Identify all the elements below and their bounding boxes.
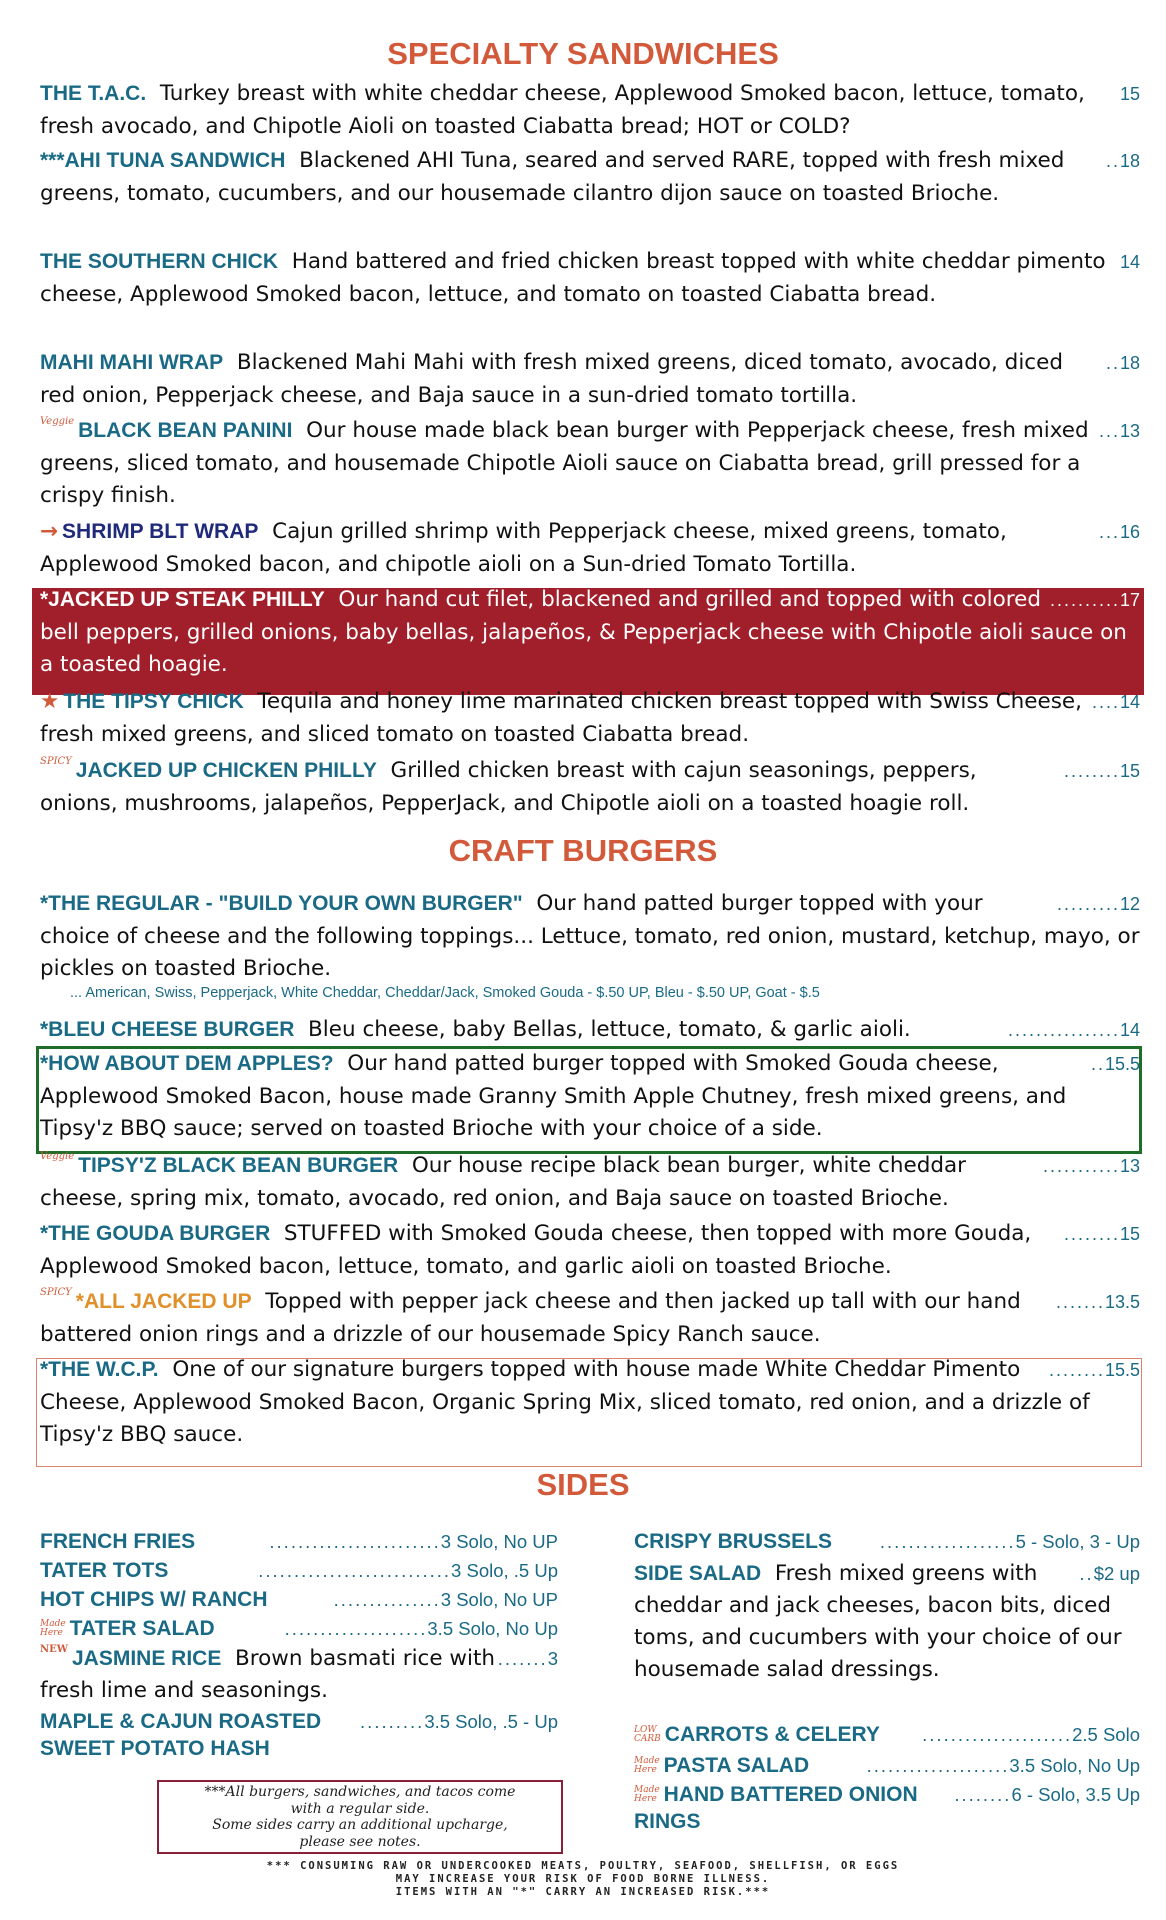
note-line: with a regular side. <box>290 1800 430 1817</box>
side-item-side-salad <box>634 1558 1140 1686</box>
spicy-tag: SPICY <box>40 756 72 767</box>
note-line: please see notes. <box>299 1833 421 1850</box>
item-description: Cajun grilled shrimp with Pepperjack cheese, mixed greens, tomato, Applewood Smoked bacon, and chipotle aioli on a Sun-dried Tomato Tortilla. <box>40 519 1007 577</box>
item-description: Bleu cheese, baby Bellas, lettuce, tomato, & garlic aioli. <box>308 1017 911 1042</box>
side-name-line2: SWEET POTATO HASH <box>40 1737 270 1760</box>
side-description: Brown basmati rice with fresh lime and seasonings. <box>40 1646 496 1703</box>
item-name: BLACK BEAN PANINI <box>78 419 293 442</box>
menu-item-shrimp-blt-wrap <box>40 516 1140 581</box>
item-price: ..18 <box>1105 353 1140 373</box>
side-price: ........6 - Solo, 3.5 Up <box>954 1784 1140 1805</box>
side-price: ...................5 - Solo, 3 - Up <box>879 1531 1140 1552</box>
menu-item-all-jacked-up <box>40 1286 1140 1351</box>
side-item-french-fries <box>40 1526 558 1558</box>
section-title-sides: SIDES <box>536 1467 630 1502</box>
footnote-line: *** CONSUMING RAW OR UNDERCOOKED MEATS, POULTRY, SEAFOOD, SHELLFISH, OR EGGS <box>266 1860 900 1872</box>
side-item-tater-salad <box>40 1613 558 1645</box>
item-name: *BLEU CHEESE BURGER <box>40 1018 295 1041</box>
cheese-options-note: ... American, Swiss, Pepperjack, White Cheddar, Cheddar/Jack, Smoked Gouda - $.50 UP, Bleu - $.50 UP, Goat - $.5 <box>70 985 820 1001</box>
note-line: ***All burgers, sandwiches, and tacos come <box>204 1784 516 1800</box>
side-price: ...............3 Solo, No UP <box>333 1589 558 1610</box>
item-price: ........15 <box>1063 761 1140 781</box>
menu-item-gouda-burger <box>40 1218 1140 1283</box>
item-description: Topped with pepper jack cheese and then jacked up tall with our hand battered onion rings and a drizzle of our housemade Spicy Ranch sauce. <box>40 1289 1021 1347</box>
side-price: ....................3.5 Solo, No Up <box>866 1755 1140 1776</box>
new-tag: NEW <box>40 1644 68 1655</box>
item-description: Tequila and honey lime marinated chicken breast topped with Swiss Cheese, fresh mixed greens, and sliced tomato on toasted Ciabatta bread. <box>40 689 1082 747</box>
item-description: Our hand patted burger topped with your choice of cheese and the following toppings... Lettuce, tomato, red onion, mustard, ketchup, mayo, or pickles on toasted Brioche. <box>40 891 1140 981</box>
item-price: ...........13 <box>1042 1156 1140 1176</box>
item-description: Our house recipe black bean burger, white cheddar cheese, spring mix, tomato, avocado, red onion, and Baja sauce on toasted Brioche. <box>40 1153 967 1211</box>
item-name: SHRIMP BLT WRAP <box>62 520 259 543</box>
side-item-tater-tots <box>40 1555 558 1587</box>
item-price: 15 <box>1119 84 1140 104</box>
side-name: HOT CHIPS W/ RANCH <box>40 1588 268 1611</box>
side-price: ....................3.5 Solo, No Up <box>284 1618 558 1639</box>
footnote-line: ITEMS WITH AN "*" CARRY AN INCREASED RISK.*** <box>395 1886 771 1898</box>
note-line: Some sides carry an additional upcharge, <box>212 1817 508 1833</box>
item-name: *THE W.C.P. <box>40 1358 159 1381</box>
side-item-crispy-brussels <box>634 1526 1140 1558</box>
menu-item-the-wcp <box>40 1354 1140 1452</box>
section-title-burgers: CRAFT BURGERS <box>448 833 718 868</box>
side-name: SIDE SALAD <box>634 1562 762 1585</box>
side-name: TATER SALAD <box>69 1617 215 1640</box>
item-description: One of our signature burgers topped with house made White Cheddar Pimento Cheese, Applewood Smoked Bacon, Organic Spring Mix, sliced tomato, red onion, and a drizzle of Tipsy'z BBQ sauce. <box>40 1357 1090 1447</box>
menu-item-black-bean-panini <box>40 415 1140 513</box>
side-item-onion-rings <box>634 1781 1140 1835</box>
item-description: Grilled chicken breast with cajun seasonings, peppers, onions, mushrooms, jalapeños, PepperJack, and Chipotle aioli on a toasted hoagie roll. <box>40 758 977 816</box>
side-item-jasmine-rice <box>40 1643 558 1707</box>
item-description: Blackened AHI Tuna, seared and served RARE, topped with fresh mixed greens, tomato, cucumbers, and our housemade cilantro dijon sauce on toasted Brioche. <box>40 148 1065 206</box>
side-item-sweet-potato-hash <box>40 1708 558 1762</box>
side-price: ........................3 Solo, No UP <box>269 1531 558 1552</box>
menu-item-tipsy-chick <box>40 686 1140 751</box>
side-name: CRISPY BRUSSELS <box>634 1530 832 1553</box>
side-name: MAPLE & CAJUN ROASTED <box>40 1710 322 1733</box>
menu-item-how-about-dem-apples <box>40 1048 1140 1146</box>
menu-item-bleu-cheese-burger <box>40 1014 1140 1047</box>
item-name: ***AHI TUNA SANDWICH <box>40 149 286 172</box>
item-description: STUFFED with Smoked Gouda cheese, then topped with more Gouda, Applewood Smoked bacon, lettuce, tomato, and garlic aioli on toasted Brioche. <box>40 1221 1032 1279</box>
menu-item-mahi-mahi-wrap <box>40 347 1140 412</box>
menu-item-ahi-tuna <box>40 145 1140 210</box>
made-here-tag: Made Here <box>40 1619 66 1638</box>
side-name: CARROTS & CELERY <box>664 1723 880 1746</box>
side-price: ..$2 up <box>1079 1563 1140 1584</box>
side-price: .......3 <box>497 1648 558 1669</box>
side-item-pasta-salad <box>634 1750 1140 1782</box>
item-name: MAHI MAHI WRAP <box>40 351 224 374</box>
menu-item-southern-chick <box>40 246 1140 311</box>
veggie-tag: Veggie <box>40 1151 75 1162</box>
footnote-line: MAY INCREASE YOUR RISK OF FOOD BORNE ILLNESS. <box>395 1873 771 1885</box>
side-item-hot-chips <box>40 1584 558 1616</box>
item-price: ..18 <box>1105 151 1140 171</box>
side-name: FRENCH FRIES <box>40 1530 196 1553</box>
item-price: ..15.5 <box>1090 1054 1140 1074</box>
low-carb-tag: LOW CARB <box>634 1725 661 1744</box>
item-price: ...13 <box>1098 421 1140 441</box>
side-name: TATER TOTS <box>40 1559 169 1582</box>
side-note-box <box>157 1780 563 1854</box>
item-name: TIPSY'Z BLACK BEAN BURGER <box>78 1154 399 1177</box>
health-warning-footnote <box>0 1860 1166 1899</box>
item-price: ........15.5 <box>1048 1360 1140 1380</box>
menu-item-tipsyz-black-bean-burger <box>40 1150 1140 1215</box>
side-name: HAND BATTERED ONION <box>663 1783 918 1806</box>
veggie-tag: Veggie <box>40 416 75 427</box>
item-name: *THE REGULAR - "BUILD YOUR OWN BURGER" <box>40 892 523 915</box>
side-name: JASMINE RICE <box>72 1647 222 1670</box>
side-item-carrots-celery <box>634 1719 1140 1751</box>
item-name: *HOW ABOUT DEM APPLES? <box>40 1052 334 1075</box>
side-price: ...........................3 Solo, .5 Up <box>258 1560 558 1581</box>
item-name: THE SOUTHERN CHICK <box>40 250 279 273</box>
item-description: Our hand patted burger topped with Smoked Gouda cheese, Applewood Smoked Bacon, house made Granny Smith Apple Chutney, fresh mixed greens, and Tipsy'z BBQ sauce; served on toasted Brioche with your choice of a side. <box>40 1051 1067 1141</box>
item-name: JACKED UP CHICKEN PHILLY <box>75 759 377 782</box>
item-description: Blackened Mahi Mahi with fresh mixed greens, diced tomato, avocado, diced red onion, Pepperjack cheese, and Baja sauce in a sun-dried tomato tortilla. <box>40 350 1063 408</box>
side-price: .........3.5 Solo, .5 - Up <box>360 1711 558 1732</box>
item-price: .........12 <box>1056 894 1140 914</box>
side-name-line2: RINGS <box>634 1810 701 1833</box>
arrow-icon: → <box>40 519 59 544</box>
side-name: PASTA SALAD <box>663 1754 810 1777</box>
menu-item-tac <box>40 78 1140 143</box>
item-price: ........15 <box>1063 1224 1140 1244</box>
item-price: .......13.5 <box>1055 1292 1140 1312</box>
item-description: Hand battered and fried chicken breast topped with white cheddar pimento cheese, Applewood Smoked bacon, lettuce, and tomato on toasted Ciabatta bread. <box>40 249 1106 307</box>
side-price: .....................2.5 Solo <box>922 1724 1140 1745</box>
star-icon: ★ <box>40 689 60 714</box>
item-name: THE TIPSY CHICK <box>63 690 244 713</box>
item-description: Our hand cut filet, blackened and grilled and topped with colored bell peppers, grilled onions, baby bellas, jalapeños, & Pepperjack cheese with Chipotle aioli sauce on a toasted hoagie. <box>40 587 1127 677</box>
made-here-tag: Made Here <box>634 1785 660 1804</box>
item-name: *THE GOUDA BURGER <box>40 1222 271 1245</box>
menu-item-the-regular <box>40 888 1140 986</box>
menu-item-jacked-up-steak-philly <box>40 584 1140 682</box>
section-title-sandwiches: SPECIALTY SANDWICHES <box>387 36 779 71</box>
item-price: ...16 <box>1098 522 1140 542</box>
item-price: ................14 <box>1007 1020 1140 1040</box>
made-here-tag: Made Here <box>634 1756 660 1775</box>
spicy-tag: SPICY <box>40 1287 72 1298</box>
item-name: *JACKED UP STEAK PHILLY <box>40 588 325 611</box>
item-price: 14 <box>1119 252 1140 272</box>
item-description: Turkey breast with white cheddar cheese, Applewood Smoked bacon, lettuce, tomato, fresh avocado, and Chipotle Aioli on toasted Ciabatta bread; HOT or COLD? <box>40 81 1085 139</box>
item-description: Our house made black bean burger with Pepperjack cheese, fresh mixed greens, sliced tomato, and housemade Chipotle Aioli sauce on Ciabatta bread, grill pressed for a crispy finish. <box>40 418 1089 508</box>
item-name: THE T.A.C. <box>40 82 147 105</box>
item-price: ....14 <box>1091 692 1140 712</box>
side-description: Fresh mixed greens with cheddar and jack cheeses, bacon bits, diced toms, and cucumbers with your choice of our housemade salad dressings. <box>634 1561 1122 1682</box>
menu-item-jacked-up-chicken-philly <box>40 755 1140 820</box>
item-name: *ALL JACKED UP <box>75 1290 252 1313</box>
item-price: ..........17 <box>1049 590 1140 610</box>
